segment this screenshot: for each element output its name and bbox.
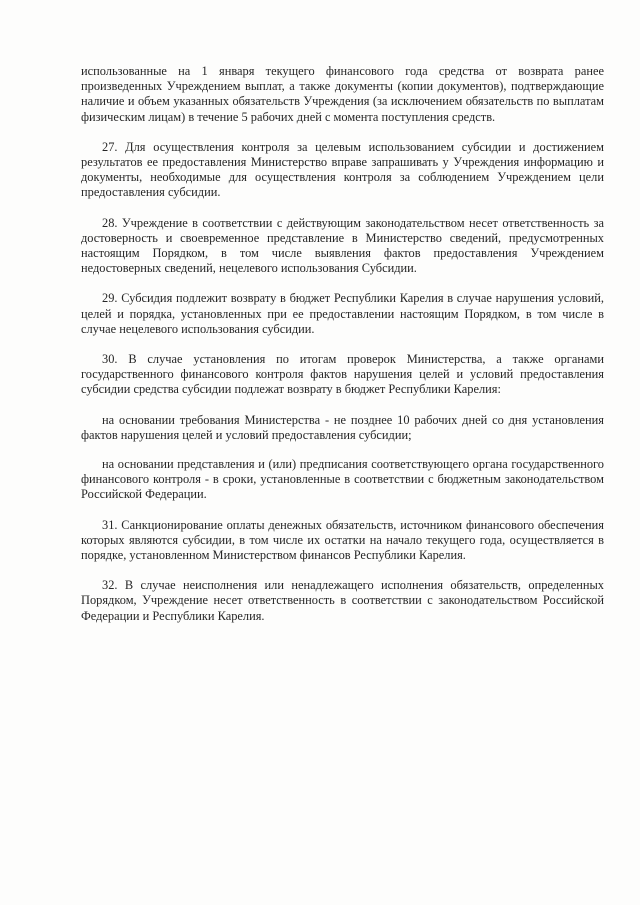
paragraph-29: 29. Субсидия подлежит возврату в бюджет Республики Карелия в случае нарушения условий, целей и порядка, установленных при ее предоставлении настоящим Порядком, в том числе в случае нецелевого использования субсидии. (81, 291, 604, 336)
document-body (81, 64, 604, 639)
paragraph-30: 30. В случае установления по итогам проверок Министерства, а также органами государственного финансового контроля фактов нарушения целей и условий предоставления субсидии средства субсидии подлежат возврату в бюджет Республики Карелия: (81, 352, 604, 397)
paragraph-31: 31. Санкционирование оплаты денежных обязательств, источником финансового обеспечения которых являются субсидии, в том числе их остатки на начало текущего года, осуществляется в порядке, установленном Министерством финансов Республики Карелия. (81, 517, 604, 563)
paragraph-30-item-1: на основании требования Министерства - не позднее 10 рабочих дней со дня установления фактов нарушения целей и условий предоставления субсидии; (81, 412, 604, 442)
paragraph-28: 28. Учреждение в соответствии с действующим законодательством несет ответственность за достоверность и своевременное представление в Министерство сведений, предусмотренных настоящим Порядком, в том числе выявления фактов предоставления Учреждением недостоверных сведений, нецелевого использования Субсидии. (81, 215, 604, 276)
paragraph-27: 27. Для осуществления контроля за целевым использованием субсидии и достижением результатов ее предоставления Министерство вправе запрашивать у Учреждения информацию и документы, необходимые для осуществления контроля за соблюдением Учреждением цели предоставления субсидии. (81, 139, 604, 200)
paragraph-30-item-2: на основании представления и (или) предписания соответствующего органа государственного финансового контроля - в сроки, установленные в соответствии с бюджетным законодательством Российской Федерации. (81, 457, 604, 502)
paragraph-continuation: использованные на 1 января текущего финансового года средства от возврата ранее произведенных Учреждением выплат, а также документы (копии документов), подтверждающие наличие и объем указанных обязательств Учреждения (за исключением обязательств по выплатам физическим лицам) в течение 5 рабочих дней с момента поступления средств. (81, 64, 604, 124)
paragraph-32: 32. В случае неисполнения или ненадлежащего исполнения обязательств, определенных Порядком, Учреждение несет ответственность в соответствии с законодательством Российской Федерации и Республики Карелия. (81, 578, 604, 623)
